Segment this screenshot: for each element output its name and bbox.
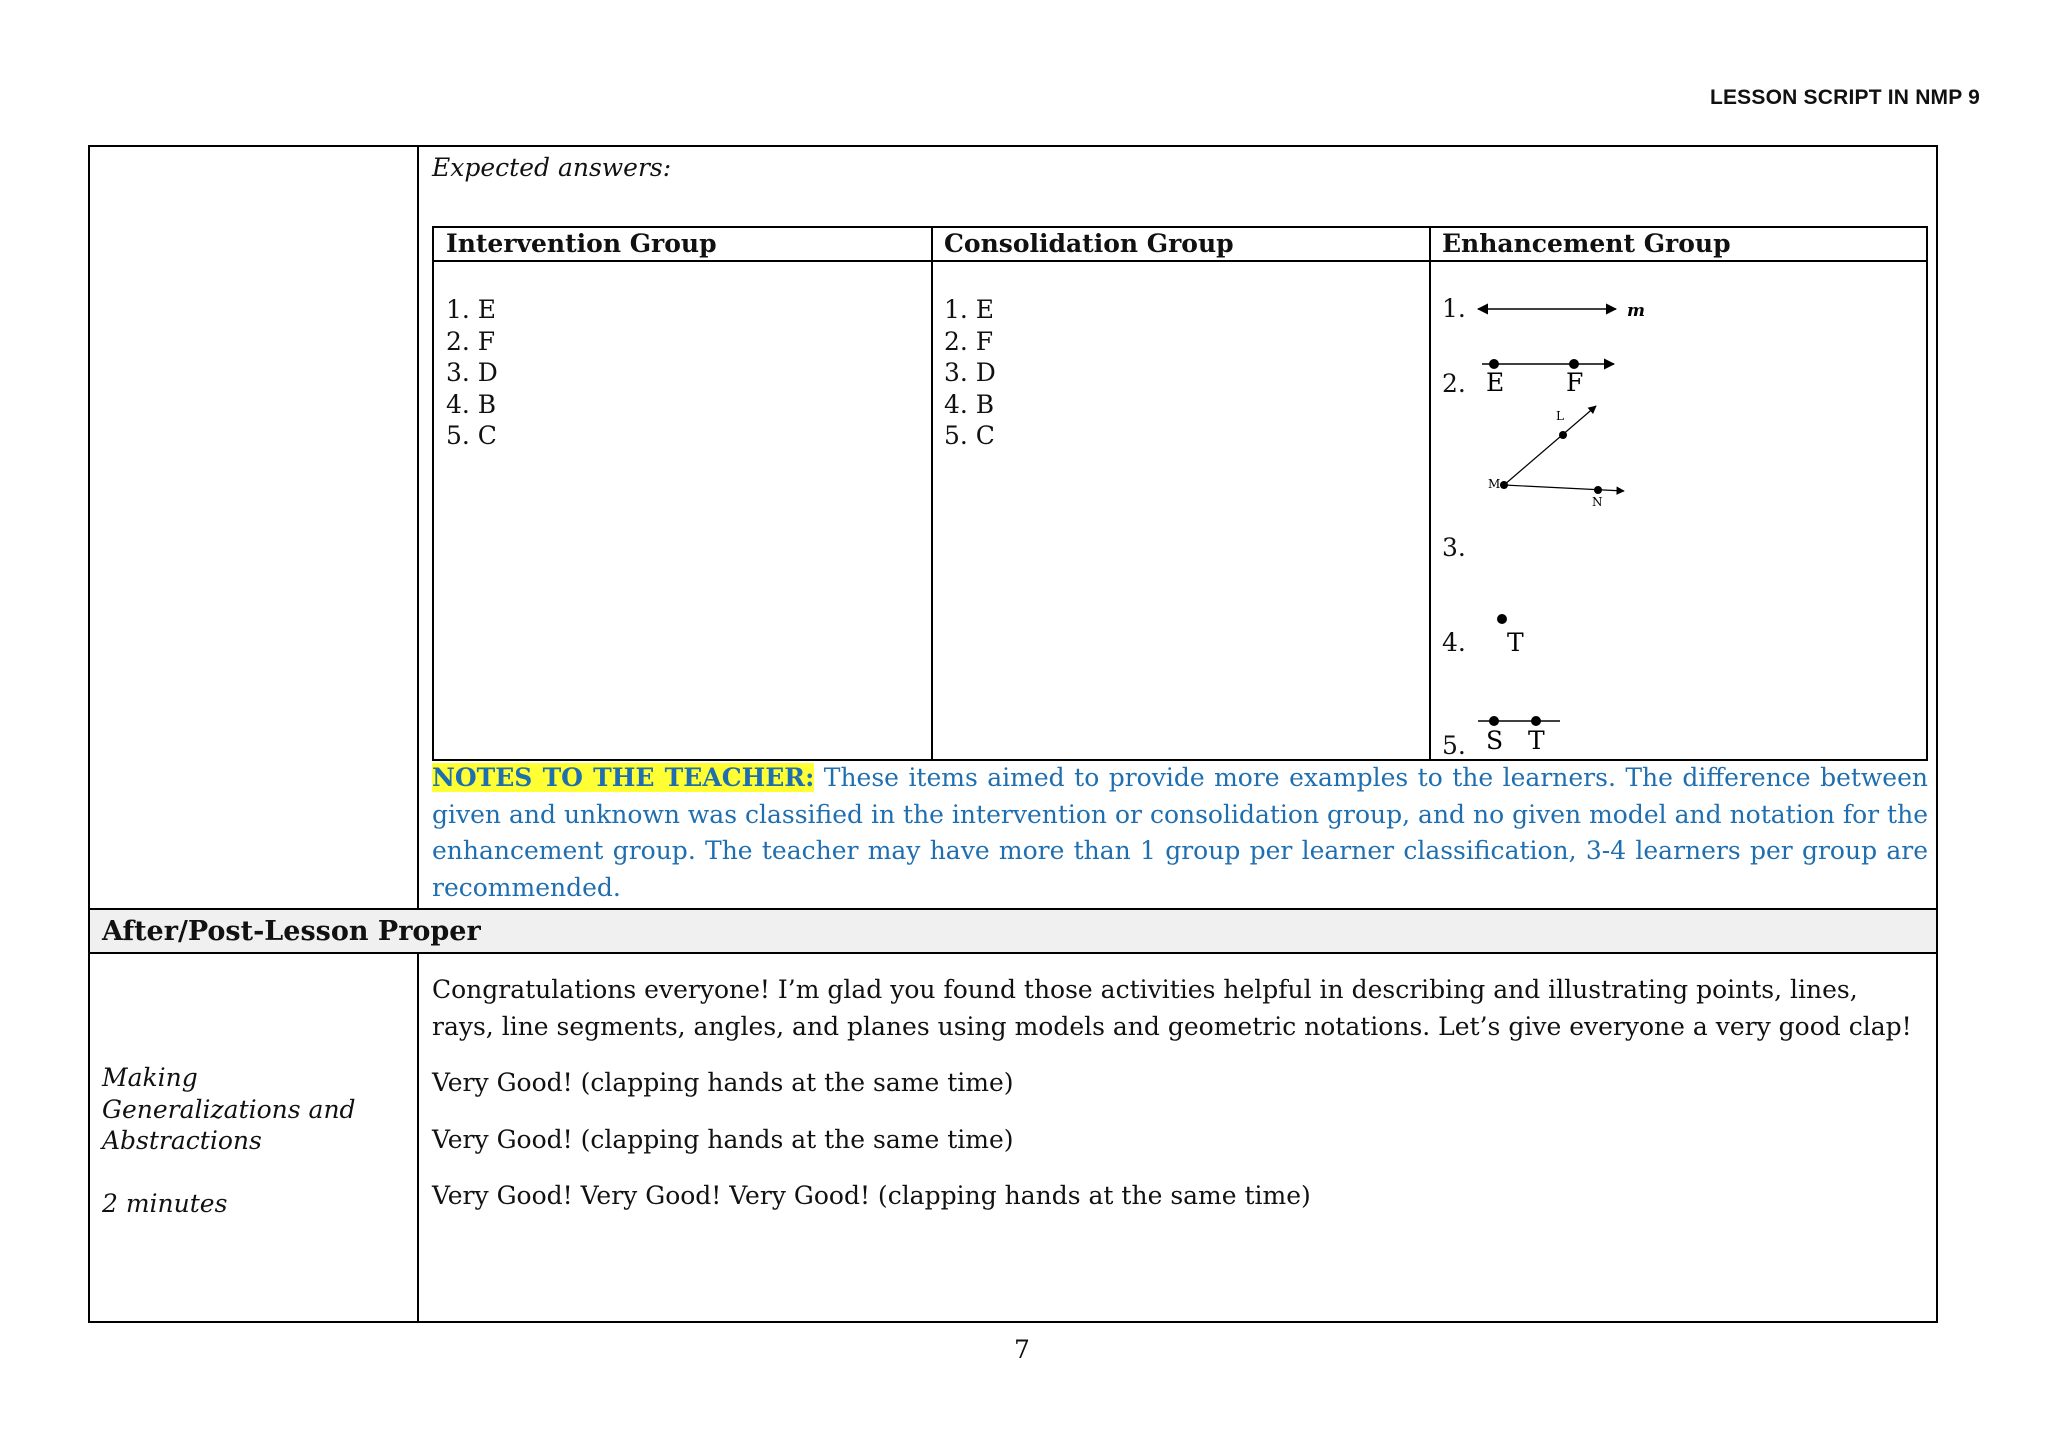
answer-item: 1. E xyxy=(446,295,497,324)
angle-lmn-figure xyxy=(1488,406,1624,509)
activity-line-1: Making xyxy=(102,1063,198,1092)
document-header: LESSON SCRIPT IN NMP 9 xyxy=(1709,86,1980,109)
section-header xyxy=(90,908,1936,954)
label-t: T xyxy=(1507,628,1524,657)
activity-line-2: Generalizations and xyxy=(102,1094,356,1124)
column-divider-top xyxy=(417,147,419,908)
label-e: E xyxy=(1486,368,1505,397)
notes-text: These items aimed to provide more examples to the learners. The difference between given and unknown was classified in the intervention or consolidation group, and no given model and notation for the enhancement group. The teacher may have more than 1 group per learner classification, 3-4 learners per group are recommended. xyxy=(432,763,1928,902)
enh-number-4: 4. xyxy=(1442,628,1466,657)
page-number: 7 xyxy=(1014,1335,1030,1364)
enh-number-2: 2. xyxy=(1442,369,1466,398)
answers-header-divider xyxy=(434,260,1926,262)
intervention-answers xyxy=(446,294,498,452)
enh-number-3: 3. xyxy=(1442,533,1466,562)
section-title: After/Post-Lesson Proper xyxy=(102,916,481,947)
answer-item: 5. C xyxy=(944,421,995,450)
ray-ef-figure xyxy=(1482,359,1614,397)
body-paragraph: Congratulations everyone! I’m glad you found those activities helpful in describing and illustrating points, lines, rays, line segments, angles, and planes using models and geometric notations. Let’s give everyone a very good clap! xyxy=(432,975,1912,1041)
answer-item: 2. F xyxy=(944,326,994,356)
label-m: m xyxy=(1627,301,1645,321)
lesson-body xyxy=(432,972,1922,1235)
label-t2: T xyxy=(1528,726,1545,755)
consolidation-answers xyxy=(944,294,996,452)
answer-item: 2. F xyxy=(446,326,496,356)
segment-st-figure xyxy=(1478,716,1560,755)
answer-item: 3. D xyxy=(446,358,498,387)
answers-col-divider-1 xyxy=(931,228,933,759)
label-s: S xyxy=(1486,726,1504,755)
enh-number-1: 1. xyxy=(1442,294,1466,323)
answer-item: 4. B xyxy=(446,389,497,419)
answers-table xyxy=(432,226,1928,761)
enh-number-5: 5. xyxy=(1442,731,1466,760)
enhancement-figures xyxy=(1474,288,1674,768)
activity-label xyxy=(102,1062,356,1219)
answer-item: 1. E xyxy=(944,295,995,324)
label-mpoint: M xyxy=(1488,477,1501,491)
header-consolidation: Consolidation Group xyxy=(944,229,1234,258)
notes-label: NOTES TO THE TEACHER: xyxy=(432,763,815,792)
body-paragraph: Very Good! (clapping hands at the same time) xyxy=(432,1068,1014,1097)
line-m-figure xyxy=(1478,301,1645,321)
label-f: F xyxy=(1566,368,1584,397)
label-l: L xyxy=(1556,409,1564,423)
lesson-table xyxy=(88,145,1938,1323)
column-divider-bottom xyxy=(417,954,419,1321)
activity-line-3: Abstractions xyxy=(102,1126,262,1155)
answers-col-divider-2 xyxy=(1429,228,1431,759)
answer-item: 5. C xyxy=(446,421,497,450)
header-enhancement: Enhancement Group xyxy=(1442,229,1731,258)
body-paragraph: Very Good! (clapping hands at the same time) xyxy=(432,1124,1014,1154)
teacher-notes xyxy=(432,760,1928,906)
answer-item: 4. B xyxy=(944,389,995,419)
activity-duration: 2 minutes xyxy=(102,1188,228,1218)
label-n: N xyxy=(1592,495,1603,509)
header-intervention: Intervention Group xyxy=(446,229,717,258)
answer-item: 3. D xyxy=(944,358,996,387)
point-t-figure xyxy=(1497,614,1524,657)
expected-answers-label: Expected answers: xyxy=(432,153,672,182)
body-paragraph: Very Good! Very Good! Very Good! (clapping hands at the same time) xyxy=(432,1181,1311,1210)
